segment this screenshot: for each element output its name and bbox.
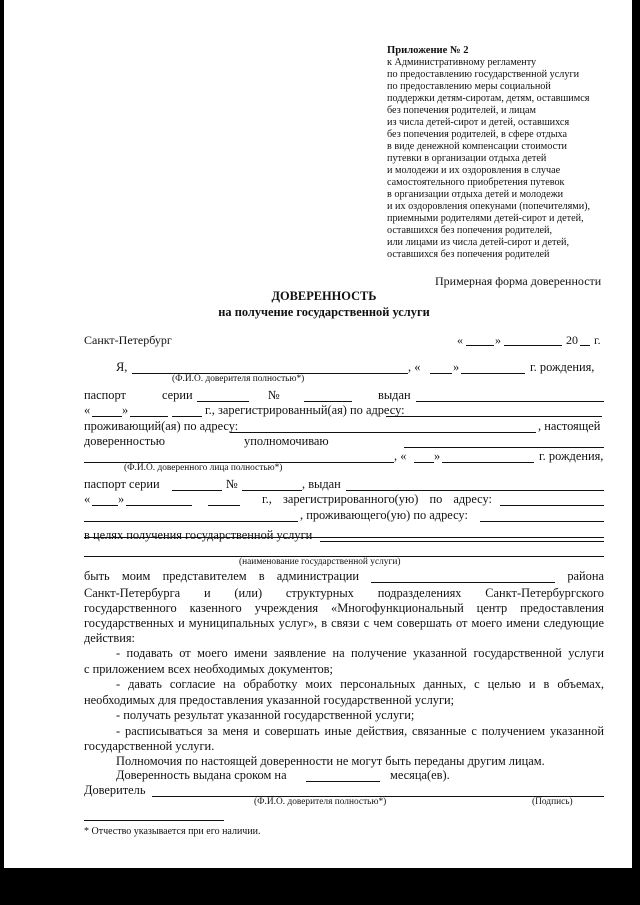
agent-registered: г., зарегистрированного(ую) по адресу: <box>262 492 492 506</box>
agent-issue-year-line <box>208 505 240 506</box>
purpose-line <box>320 541 604 542</box>
signature-hint: (Подпись) <box>532 797 573 807</box>
grantor-q-open: « <box>84 403 91 417</box>
action-2-rest: необходимых для предоставления указанной государственной услуги; <box>84 693 455 707</box>
signer-hint: (Ф.И.О. доверителя полностью*) <box>254 797 387 807</box>
grantor-authorize: уполномочиваю <box>244 434 329 448</box>
grantor-address-line <box>386 416 602 417</box>
grantor-issue-year-line <box>172 416 202 417</box>
action-4 <box>84 723 604 739</box>
agent-residing: , проживающего(ую) по адресу: <box>300 508 468 522</box>
appendix-block <box>387 45 590 261</box>
body-line-2: Санкт-Петербурга и (или) структурных подразделениях Санкт-Петербургского <box>84 586 604 600</box>
term-line <box>306 781 380 782</box>
agent-quote-close: » <box>434 449 441 463</box>
agent-comma-quote: , « <box>394 449 407 463</box>
body-line-1a: быть моим представителем в администрации <box>84 569 359 583</box>
action-1-first: - подавать от моего имени заявление на получение указанной государственной услуги <box>116 646 604 660</box>
date-year-suffix: г. <box>594 333 601 347</box>
appendix-title: Приложение № 2 <box>387 45 469 56</box>
grantor-year-line <box>461 373 525 374</box>
agent-address-line-2 <box>84 521 298 522</box>
appendix-line: по предоставлению меры социальной <box>387 81 551 92</box>
date-year-line <box>580 345 590 346</box>
purpose-label: в целях получения государственной услуги <box>84 528 313 542</box>
action-2 <box>84 676 604 692</box>
grantor-q-close: » <box>122 403 129 417</box>
appendix-line: путевки в организации отдыха детей <box>387 153 547 164</box>
grantor-series-line <box>197 401 249 402</box>
date-quote-close: » <box>495 333 501 347</box>
no-transfer: Полномочия по настоящей доверенности не могут быть переданы другим лицам. <box>116 754 545 768</box>
grantor-residence-line <box>230 432 536 433</box>
action-1-rest: с приложением всех необходимых документов; <box>84 662 333 676</box>
document-title: ДОВЕРЕННОСТЬ <box>271 289 377 303</box>
grantor-ya: Я, <box>116 360 128 374</box>
footnote-divider <box>84 820 224 821</box>
body-line-5: действия: <box>84 631 135 645</box>
agent-name-hint: (Ф.И.О. доверенного лица полностью*) <box>124 463 283 473</box>
grantor-number-sign: № <box>268 388 280 402</box>
appendix-line: и молодежи и их оздоровления в случае <box>387 165 561 176</box>
term-label: Доверенность выдана сроком на <box>116 768 287 782</box>
body-line-4: государственных и муниципальных услуг», в связи с чем совершать от моего имени следующие <box>84 616 604 630</box>
grantor-series: серии <box>162 388 193 402</box>
grantor-quote-close: » <box>453 360 460 374</box>
body-line-1 <box>84 569 604 584</box>
action-4-first: - расписываться за меня и совершать иные действия, связанные с получением указанной <box>116 724 604 738</box>
agent-issue-month-line <box>126 505 192 506</box>
agent-passport: паспорт серии <box>84 477 160 491</box>
appendix-line: и их оздоровления опекунами (попечителями), <box>387 201 591 212</box>
grantor-birth: г. рождения, <box>530 360 595 374</box>
grantor-number-line <box>304 401 352 402</box>
grantor-passport: паспорт <box>84 388 126 402</box>
footnote: * Отчество указывается при его наличии. <box>84 826 261 837</box>
grantor-registered: г., зарегистрированный(ая) по адресу: <box>205 403 405 417</box>
agent-q-open: « <box>84 492 91 506</box>
district-line <box>371 569 555 583</box>
date-year-prefix: 20 <box>566 333 578 347</box>
date-day-line <box>466 345 494 346</box>
agent-number-sign: № <box>226 477 238 491</box>
appendix-line: в виде денежной компенсации стоимости <box>387 141 568 152</box>
grantor-issue-month-line <box>130 416 168 417</box>
body-line-1b: района <box>567 569 604 583</box>
date-month-line <box>504 345 562 346</box>
city: Санкт-Петербург <box>84 333 172 347</box>
grantor-issue-day-line <box>92 416 122 417</box>
grantor-authorize-line <box>404 447 604 448</box>
document-page <box>4 0 632 868</box>
agent-day-line <box>414 462 434 463</box>
document-subtitle: на получение государственной услуги <box>218 305 430 319</box>
grantor-issued-line <box>416 401 604 402</box>
appendix-line: без попечения родителей, и лицам <box>387 105 536 116</box>
appendix-line: оставшихся без попечения родителей <box>387 249 550 260</box>
term-unit: месяца(ев). <box>390 768 450 782</box>
grantor-present: , настоящей <box>538 419 601 433</box>
purpose-hint: (наименование государственной услуги) <box>239 557 401 567</box>
agent-number-line <box>242 490 302 491</box>
agent-birth: г. рождения, <box>539 449 604 463</box>
appendix-line: к Административному регламенту <box>387 57 537 68</box>
grantor-by-proxy: доверенностью <box>84 434 166 448</box>
action-1 <box>84 645 604 661</box>
agent-residence-line <box>480 521 604 522</box>
appendix-line: оставшихся без попечения родителей, <box>387 225 553 236</box>
agent-issued: , выдан <box>302 477 341 491</box>
appendix-line: в организации отдыха детей и молодежи <box>387 189 564 200</box>
appendix-line: приемными родителями детей-сирот и детей, <box>387 213 584 224</box>
appendix-line: без попечения родителей, в сфере отдыха <box>387 129 568 140</box>
body-line-3: государственного казенного учреждения «Многофункциональный центр предоставления <box>84 601 604 615</box>
action-4-rest: государственной услуги. <box>84 739 215 753</box>
signer-label: Доверитель <box>84 783 146 797</box>
agent-issued-line <box>346 490 604 491</box>
grantor-issued: выдан <box>378 388 411 402</box>
grantor-day-line <box>430 373 452 374</box>
action-2-first: - давать согласие на обработку моих персональных данных, с целью и в объемах, <box>116 677 604 691</box>
appendix-line: или лицами из числа детей-сирот и детей, <box>387 237 569 248</box>
agent-issue-day-line <box>92 505 118 506</box>
agent-year-line <box>442 462 534 463</box>
agent-q-close: » <box>118 492 125 506</box>
grantor-residing: проживающий(ая) по адресу: <box>84 419 239 433</box>
sample-form-label: Примерная форма доверенности <box>435 274 602 288</box>
action-3: - получать результат указанной государственной услуги; <box>116 708 415 722</box>
grantor-comma-quote: , « <box>408 360 421 374</box>
grantor-name-hint: (Ф.И.О. доверителя полностью*) <box>172 374 305 384</box>
appendix-line: самостоятельного приобретения путевок <box>387 177 565 188</box>
appendix-text <box>387 57 590 261</box>
date-quote-open: « <box>457 333 463 347</box>
appendix-line: по предоставлению государственной услуги <box>387 69 580 80</box>
agent-series-line <box>172 490 222 491</box>
appendix-line: из числа детей-сирот и детей, оставшихся <box>387 117 570 128</box>
agent-address-line <box>500 505 604 506</box>
appendix-line: поддержки детям-сиротам, детям, оставшимся <box>387 93 590 104</box>
